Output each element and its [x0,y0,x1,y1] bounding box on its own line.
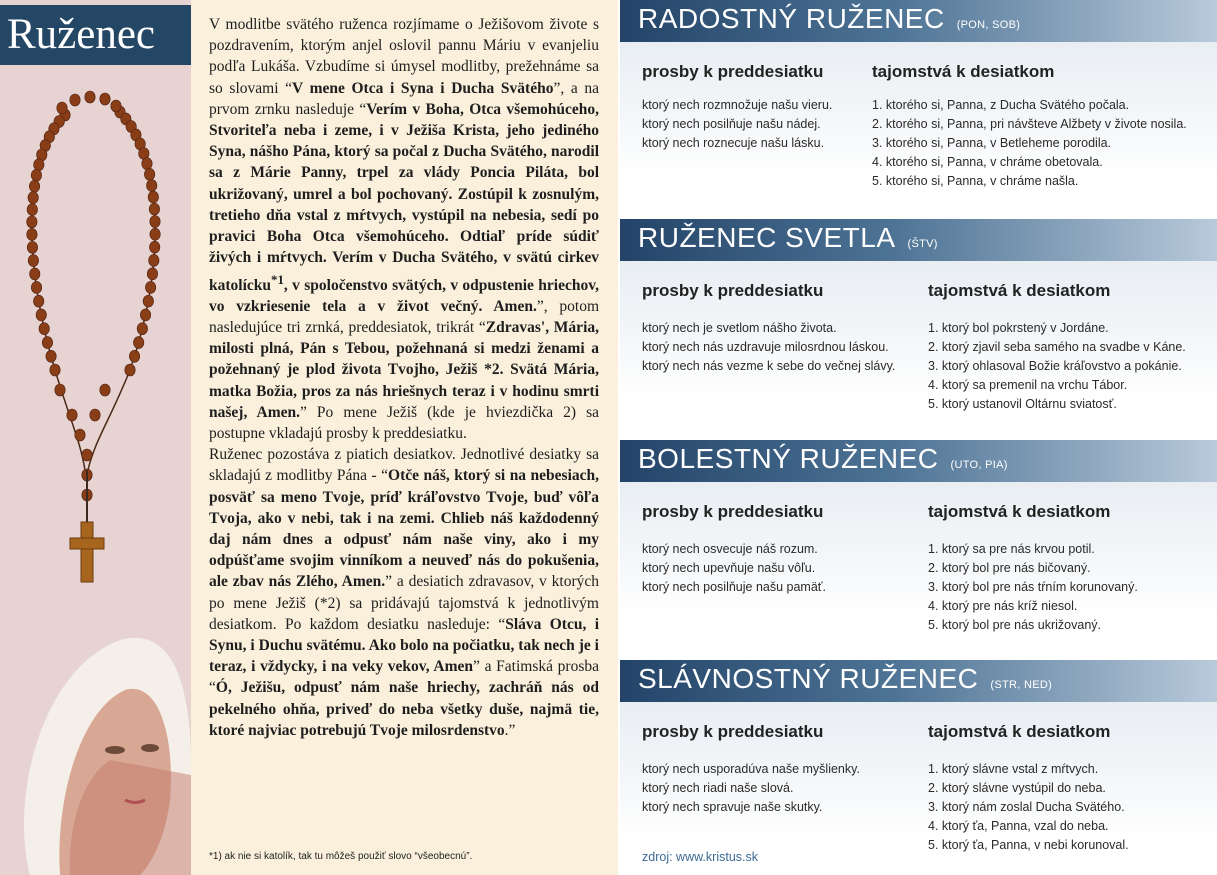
rosary-bead [28,255,38,267]
rosary-bead [133,337,143,349]
mysteries-heading: tajomstvá k desiatkom [928,502,1111,521]
mysteries-list [928,319,1186,414]
section-title: RUŽENEC SVETLA (ŠTV) [638,222,938,253]
petition-item: ktorý nech posilňuje našu pamäť. [642,580,826,594]
rosary-bead [27,228,37,240]
rosary-bead [28,192,38,204]
petition-item: ktorý nech nás vezme k sebe do večnej slávy. [642,359,896,373]
mystery-item: 1. ktorý slávne vstal z mŕtvych. [928,762,1099,776]
rosary-bead [70,94,80,106]
rosary-bead [75,429,85,441]
rosary-bead [85,91,95,103]
rosary-bead [90,409,100,421]
rosary-bead [27,204,37,216]
rosary-bead [148,191,158,203]
virgin-mary-image [0,600,191,875]
page-title: Ruženec [0,5,191,65]
prayer-text [209,14,599,741]
mystery-item: 4. ktorý ťa, Panna, vzal do neba. [928,819,1109,833]
rosary-bead [34,159,44,171]
rosary-bead [144,168,154,180]
rosary-bead [27,216,37,228]
mysteries-panel [620,0,1217,875]
mystery-item: 5. ktorý ťa, Panna, v nebi korunoval. [928,838,1129,852]
mystery-item: 3. ktorý nám zoslal Ducha Svätého. [928,800,1125,814]
rosary-bead [147,179,157,191]
rosary-bead [34,295,44,307]
rosary-image [0,70,191,590]
mystery-item: 2. ktorý bol pre nás bičovaný. [928,561,1091,575]
rosary-bead [57,102,67,114]
prayer-panel [191,0,618,875]
petitions-heading: prosby k preddesiatku [642,502,824,521]
mystery-item: 4. ktorý sa premenil na vrchu Tábor. [928,378,1128,392]
rosary-bead [31,281,41,293]
section-days: (STR, NED) [990,679,1053,691]
rosary-bead [29,180,39,192]
rosary-bead [150,216,160,228]
petitions-list [642,319,895,376]
mystery-item: 1. ktorého si, Panna, z Ducha Svätého počala. [872,98,1130,112]
rosary-bead [149,241,159,253]
rosary-section [620,660,1217,852]
petition-item: ktorý nech upevňuje našu vôľu. [642,561,816,575]
section-banner [620,219,1217,261]
section-days: (ŠTV) [907,238,938,250]
rosary-bead [67,409,77,421]
rosary-bead [31,169,41,181]
rosary-bead [100,93,110,105]
rosary-bead [111,100,121,112]
rosary-bead [129,350,139,362]
petition-item: ktorý nech spravuje naše skutky. [642,800,823,814]
section-body [620,702,1217,852]
petitions-heading: prosby k preddesiatku [642,722,824,741]
prayer-paragraph: V modlitbe svätého ruženca rozjímame o Ježišovom živote s pozdravením, ktorým anjel oslovil pannu Máriu v evanjeliu podľa Lukáša. Vzbudíme si úmysel modlitby, prežehnáme sa so slovami “V mene Otca i Syna i Ducha Svätého”, a na prvom zrnku nasleduje “Verím v Boha, Otca všemohúceho, Stvoriteľa neba i zeme, i v Ježiša Krista, jeho jediného Syna, nášho Pána, ktorý sa počal z Ducha Svätého, narodil sa z Márie Panny, trpel za vlády Poncia Piláta, bol ukrižovaný, umrel a bol pochovaný. Zostúpil k zosnulým, tretieho dňa vstal z mŕtvych, vystúpil na nebesia, sedí po pravici Boha Otca všemohúceho. Odtiaľ príde súdiť živých i mŕtvych. Verím v Ducha Svätého, v svätú cirkev katolícku$^{*1}$, v spoločenstvo svätých, v odpustenie hriechov, vo vzkriesenie tela a v život večný. Amen.”, potom nasledujúce tri zrnká, preddesiatok, trikrát “Zdravas', Mária, milosti plná, Pán s Tebou, požehnaná si medzi ženami a požehnaný je plod života Tvojho, Ježiš *2. Svätá Mária, matka Božia, pros za nás hriešnych teraz i v hodinu smrti našej, Amen.” Po mene Ježiš (kde je hviezdička 2) sa postupne vkladajú prosby k preddesiatku. Ruženec pozostáva z piatich desiatkov. Jednotlivé desiatky sa skladajú z modlitby Pána - “Otče náš, ktorý si na nebesiach, posväť sa meno Tvoje, príď kráľovstvo Tvoje, buď vôľa Tvoja, ako v nebi, tak i na zemi. Chlieb náš každodenný daj nám dnes a odpusť nám naše viny, ako i my odpúšťame svojim vinníkom a neuveď nás do pokušenia, ale zbav nás Zlého, Amen.” a desiatich zdravasov, v ktorých po mene Ježiš (*2) sa pridávajú tajomstvá k jednotlivým desiatkom. Po každom desiatku nasleduje: “Sláva Otcu, i Synu, i Duchu svätému. Ako bolo na počiatku, tak nech je i teraz, i vždycky, i na veky vekov, Amen” a Fatimská prosba “Ó, Ježišu, odpusť nám naše hriechy, zachráň nás od pekelného ohňa, priveď do neba všetky duše, najmä tie, ktoré najviac potrebujú Tvoje milosrdenstvo.” [209,16,600,739]
rosary-bead [137,323,147,335]
rosary-bead [36,309,46,321]
rosary-bead [125,364,135,376]
section-body [620,261,1217,411]
mysteries-heading: tajomstvá k desiatkom [928,722,1111,741]
section-title: SLÁVNOSTNÝ RUŽENEC (STR, NED) [638,663,1053,694]
rosary-bead [150,228,160,240]
section-days: (PON, SOB) [956,19,1021,31]
mysteries-heading: tajomstvá k desiatkom [872,62,1055,81]
rosary-bead [149,254,159,266]
mystery-item: 2. ktorý slávne vystúpil do neba. [928,781,1106,795]
mystery-item: 5. ktorý bol pre nás ukrižovaný. [928,618,1101,632]
section-days: (UTO, PIA) [950,459,1008,471]
section-banner [620,660,1217,702]
rosary-bead [147,268,157,280]
petition-item: ktorý nech rozmnožuje našu vieru. [642,98,833,112]
mystery-item: 4. ktorý pre nás kríž niesol. [928,599,1078,613]
section-body [620,42,1217,188]
petitions-list [642,96,832,153]
rosary-bead [149,203,159,215]
mystery-item: 4. ktorého si, Panna, v chráme obetovala. [872,155,1103,169]
mystery-item: 1. ktorý sa pre nás krvou potil. [928,542,1095,556]
rosary-bead [140,309,150,321]
mystery-item: 5. ktorého si, Panna, v chráme našla. [872,174,1079,188]
petitions-heading: prosby k preddesiatku [642,62,824,81]
rosary-bead [145,281,155,293]
rosary-bead [82,449,92,461]
mystery-item: 2. ktorého si, Panna, pri návšteve Alžbety v živote nosila. [872,117,1187,131]
left-panel [0,0,191,875]
mystery-item: 2. ktorý zjavil seba samého na svadbe v Káne. [928,340,1186,354]
petition-item: ktorý nech posilňuje našu nádej. [642,117,821,131]
rosary-bead [39,323,49,335]
petition-item: ktorý nech riadi naše slová. [642,781,794,795]
petitions-list [642,760,860,817]
petitions-list [642,540,826,597]
rosary-section [620,440,1217,632]
section-title: BOLESTNÝ RUŽENEC (UTO, PIA) [638,443,1008,474]
rosary-bead [142,158,152,170]
petition-item: ktorý nech roznecuje našu lásku. [642,136,825,150]
mystery-item: 3. ktorý bol pre nás tŕním korunovaný. [928,580,1138,594]
footnote: *1) ak nie si katolík, tak tu môžeš použiť slovo “všeobecnú”. [209,851,473,862]
mystery-item: 1. ktorý bol pokrstený v Jordáne. [928,321,1109,335]
section-title: RADOSTNÝ RUŽENEC (PON, SOB) [638,3,1021,34]
section-banner [620,440,1217,482]
rosary-section [620,219,1217,411]
petitions-heading: prosby k preddesiatku [642,281,824,300]
rosary-bead [143,295,153,307]
mysteries-list [872,96,1187,191]
petition-item: ktorý nech usporadúva naše myšlienky. [642,762,860,776]
section-body [620,482,1217,632]
mysteries-heading: tajomstvá k desiatkom [928,281,1111,300]
mystery-item: 5. ktorý ustanovil Oltárnu sviatosť. [928,397,1117,411]
petition-item: ktorý nech je svetlom nášho života. [642,321,837,335]
rosary-bead [100,384,110,396]
source-link[interactable]: zdroj: www.kristus.sk [642,850,758,864]
rosary-bead [30,268,40,280]
mysteries-list [928,540,1138,635]
rosary-bead [46,350,56,362]
petition-item: ktorý nech nás uzdravuje milosrdnou láskou. [642,340,889,354]
rosary-section [620,0,1217,188]
section-banner [620,0,1217,42]
rosary-bead [27,241,37,253]
rosary-bead [50,364,60,376]
petition-item: ktorý nech osvecuje náš rozum. [642,542,818,556]
rosary-bead [42,337,52,349]
mysteries-list [928,760,1129,855]
rosary-bead [55,384,65,396]
mystery-item: 3. ktorého si, Panna, v Betleheme porodila. [872,136,1112,150]
mystery-item: 3. ktorý ohlasoval Božie kráľovstvo a pokánie. [928,359,1182,373]
